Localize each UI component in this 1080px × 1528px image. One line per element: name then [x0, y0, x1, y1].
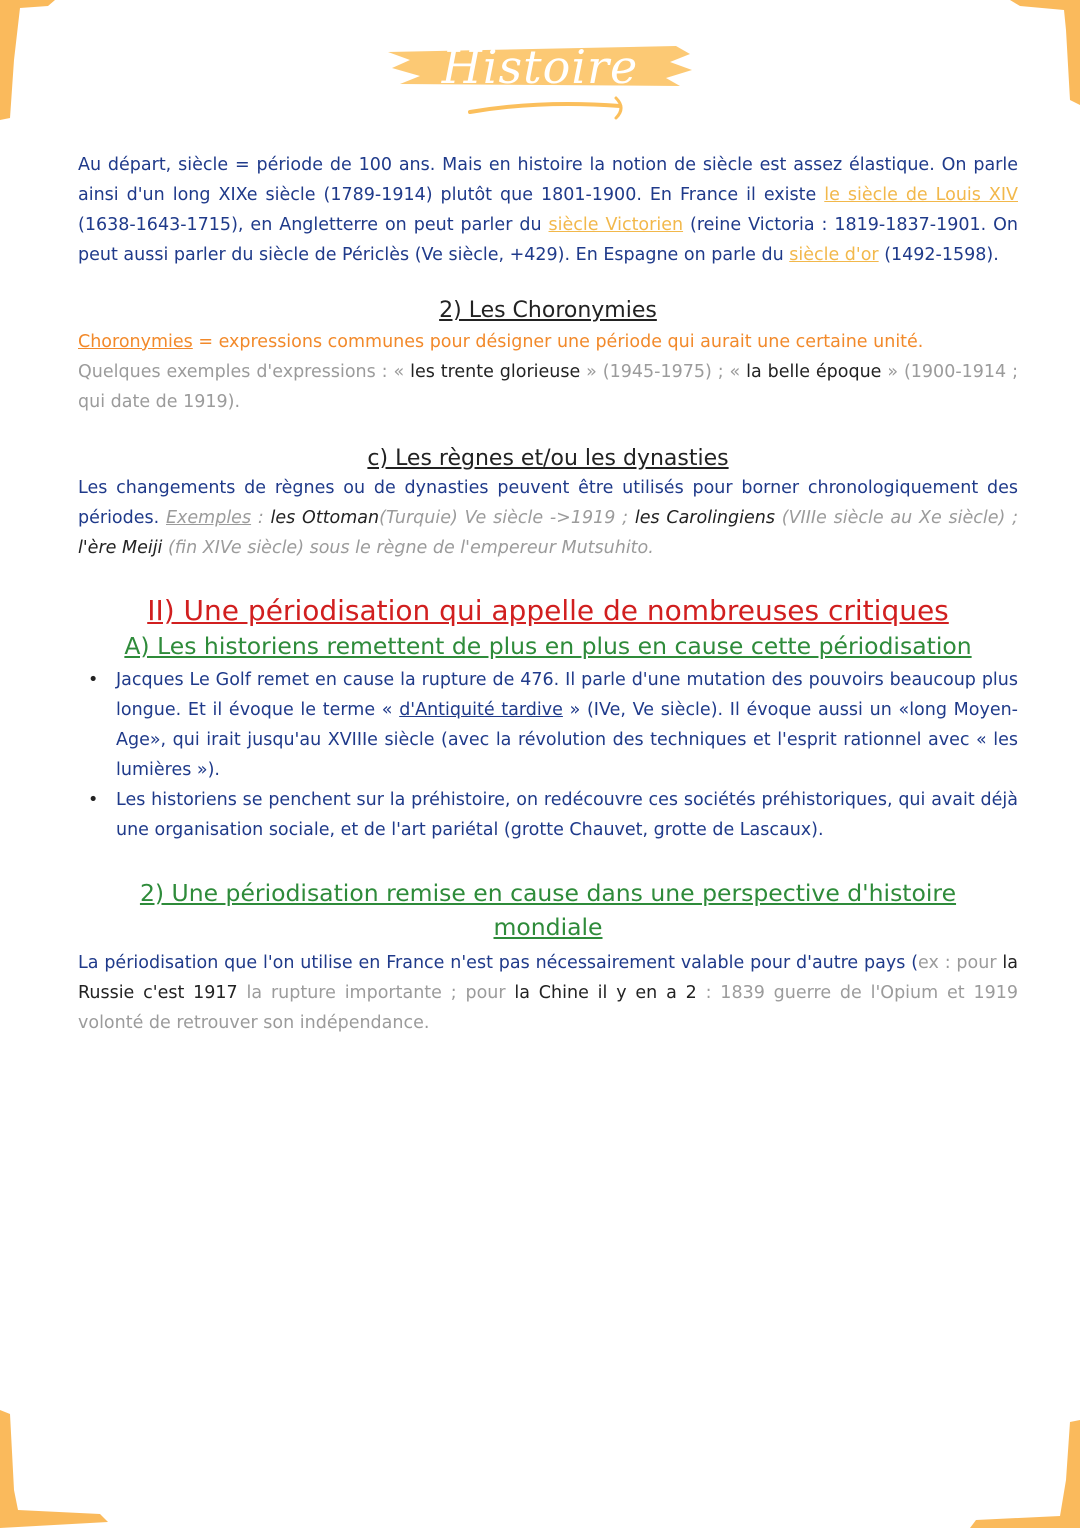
mondiale-text-a: La périodisation que l'on utilise en France n'est pas nécessairement valable pour d'autre pays (: [78, 953, 919, 973]
regnes-examples-label: Exemples: [165, 508, 252, 528]
regnes-meiji: l'ère Meiji: [78, 538, 163, 558]
choronymies-heading: 2) Les Choronymies: [439, 298, 657, 323]
choronymies-examples: [78, 357, 1018, 417]
mondiale-chine: la Chine il y en a 2: [514, 983, 697, 1003]
intro-section: [78, 150, 1018, 270]
regnes-carolingiens-tail: (VIIIe siècle au Xe siècle) ;: [774, 508, 1018, 528]
mondiale-russie: la Russie c'est 1917: [78, 953, 1018, 1003]
link-antiquite-tardive[interactable]: d'Antiquité tardive: [399, 700, 563, 720]
intro-paragraph: [78, 150, 1018, 270]
choronymies-term: Choronymies: [78, 332, 193, 352]
corner-decoration-top-left: [0, 0, 60, 120]
list-item: [88, 785, 1018, 845]
link-siecle-louis-xiv[interactable]: le siècle de Louis XIV: [824, 185, 1018, 205]
title-banner: [380, 22, 700, 122]
bullet-icon: •: [88, 670, 99, 690]
choronymies-definition: [78, 327, 1018, 357]
corner-decoration-top-right: [1000, 0, 1080, 110]
choronymies-ex1-tail: » (1945-1975) ; «: [580, 362, 747, 382]
choronymies-ex2-tail: » (1900-1914 ; qui date de 1919).: [78, 362, 1018, 412]
regnes-carolingiens: les Carolingiens: [634, 508, 775, 528]
mondiale-text-c: : 1839 guerre de l'Opium et 1919 volonté de retrouver son indépendance.: [78, 983, 1019, 1033]
section-mondiale-heading-line2: mondiale: [493, 913, 603, 941]
bullet1-text-a: Jacques Le Golf remet en cause la rupture de 476. Il parle d'une mutation des pouvoirs beaucoup plus longue. Et il évoque le terme «: [116, 670, 1018, 720]
intro-text-2: (1638-1643-1715), en Angletterre on peut parler du: [78, 215, 549, 235]
page-title: Histoire: [441, 40, 639, 94]
choronymies-ex-prefix: Quelques exemples d'expressions : «: [78, 362, 411, 382]
regnes-heading: c) Les règnes et/ou les dynasties: [367, 446, 729, 471]
list-item: [88, 665, 1019, 785]
regnes-text: Les changements de règnes ou de dynasties peuvent être utilisés pour borner chronologiquement des périodes.: [78, 478, 1018, 528]
regnes-section: [78, 446, 1018, 563]
regnes-meiji-tail: (fin XIVe siècle) sous le règne de l'empereur Mutsuhito.: [162, 538, 654, 558]
link-siecle-d-or[interactable]: siècle d'or: [789, 245, 879, 265]
intro-text-4: (1492-1598).: [878, 245, 999, 265]
bullet-icon: •: [88, 790, 99, 810]
section-two-heading: II) Une périodisation qui appelle de nombreuses critiques: [147, 594, 949, 627]
bullet2-text: Les historiens se penchent sur la préhistoire, on redécouvre ces sociétés préhistoriques, qui avait déjà une organisation sociale, et de l'art pariétal (grotte Chauvet, grotte de Lascaux).: [116, 790, 1018, 840]
regnes-colon: :: [251, 508, 271, 528]
regnes-ottoman-tail: (Turquie) Ve siècle ->1919 ;: [379, 508, 635, 528]
mondiale-text-b: la rupture importante ; pour: [237, 983, 515, 1003]
corner-decoration-bottom-right: [970, 1420, 1080, 1528]
choronymies-ex2: la belle époque: [746, 362, 882, 382]
critiques-list: [78, 665, 1018, 845]
intro-text-1: Au départ, siècle = période de 100 ans. Mais en histoire la notion de siècle est assez élastique. On parle ainsi d'un long XIXe siècle (1789-1914) plutôt que 1801-1900. En France il existe: [78, 155, 1018, 205]
choronymies-section: [78, 298, 1018, 417]
bullet1-text-b: » (IVe, Ve siècle). Il évoque aussi un «long Moyen- Age», qui irait jusqu'au XVIIIe siècle (avec la révolution des techniques et l'esprit rationnel avec « les lumières »).: [116, 700, 1019, 780]
regnes-paragraph: [78, 473, 1018, 563]
section-mondiale-heading-line1: 2) Une périodisation remise en cause dans une perspective d'histoire: [139, 879, 957, 907]
corner-decoration-bottom-left: [0, 1410, 110, 1528]
choronymies-ex1: les trente glorieuse: [410, 362, 581, 382]
section-mondiale: [78, 876, 1018, 1038]
section-two-sub-a: A) Les historiens remettent de plus en plus en cause cette périodisation: [124, 632, 972, 660]
choronymies-definition-text: = expressions communes pour désigner une période qui aurait une certaine unité.: [192, 332, 924, 352]
mondiale-paragraph: [78, 948, 1018, 1038]
intro-text-3: (reine Victoria : 1819-1837-1901. On peut aussi parler du siècle de Périclès (Ve siècle, +429). En Espagne on parle du: [78, 215, 1019, 265]
link-siecle-victorien[interactable]: siècle Victorien: [548, 215, 684, 235]
mondiale-ex: ex : pour: [918, 953, 1003, 973]
section-two: [78, 594, 1018, 845]
regnes-ottoman: les Ottoman: [270, 508, 380, 528]
